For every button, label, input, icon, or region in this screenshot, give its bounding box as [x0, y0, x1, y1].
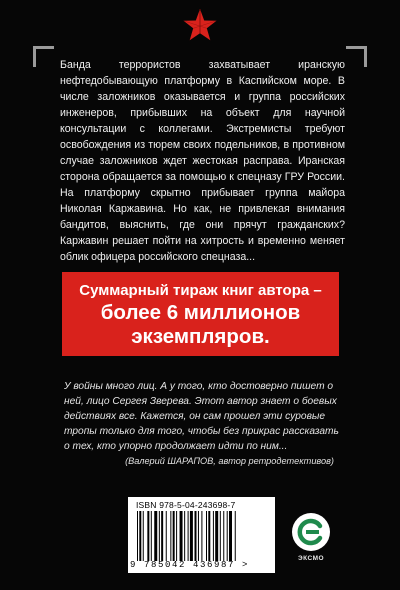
red-star-icon [182, 7, 218, 43]
eksmo-logo-icon [291, 512, 331, 552]
isbn-label: ISBN 978-5-04-243698-7 [136, 500, 236, 510]
banner-line-2: более 6 миллионов [100, 301, 301, 324]
review-quote: У войны много лиц. А у того, кто достоверно пишет о ней, лицо Сергея Зверева. Этот автор знает о боевых действиях все. Кажется, он сам прошел эти суровые тропы только для того, чтобы без прикрас рассказать о тех, кто упорно продолжает идти по ним... [64, 381, 339, 452]
circulation-banner [62, 272, 339, 356]
review-attribution: (Валерий ШАРАПОВ, автор ретродетективов) [125, 456, 334, 466]
banner-line-1: Суммарный тираж книг автора – [79, 282, 322, 299]
corner-bracket-left [33, 46, 54, 67]
barcode-block [128, 497, 275, 573]
barcode-digits: 9 785042 436987 > [130, 560, 250, 570]
publisher-name: ЭКСМО [297, 555, 325, 562]
corner-bracket-right [346, 46, 367, 67]
banner-line-3: экземпляров. [131, 325, 270, 348]
book-synopsis: Банда террористов захватывает иранскую нефтедобывающую платформу в Каспийском море. В числе заложников оказывается и группа российских инженеров, прибывших на объект для научной консультации с коллегами. Экстремисты требуют освобождения из тюрем своих подельников, в противном случае заложников ждет жестокая расправа. Иранская сторона обращается за помощью к спецназу ГРУ России. На платформу скрытно прибывает группа майора Николая Каржавина. Но как, не привлекая внимания бандитов, выяснить, где они прячут гражданских? Каржавин решает пойти на хитрость и временно меняет облик офицера российского спецназа... [60, 59, 345, 263]
barcode-bars [137, 511, 265, 561]
